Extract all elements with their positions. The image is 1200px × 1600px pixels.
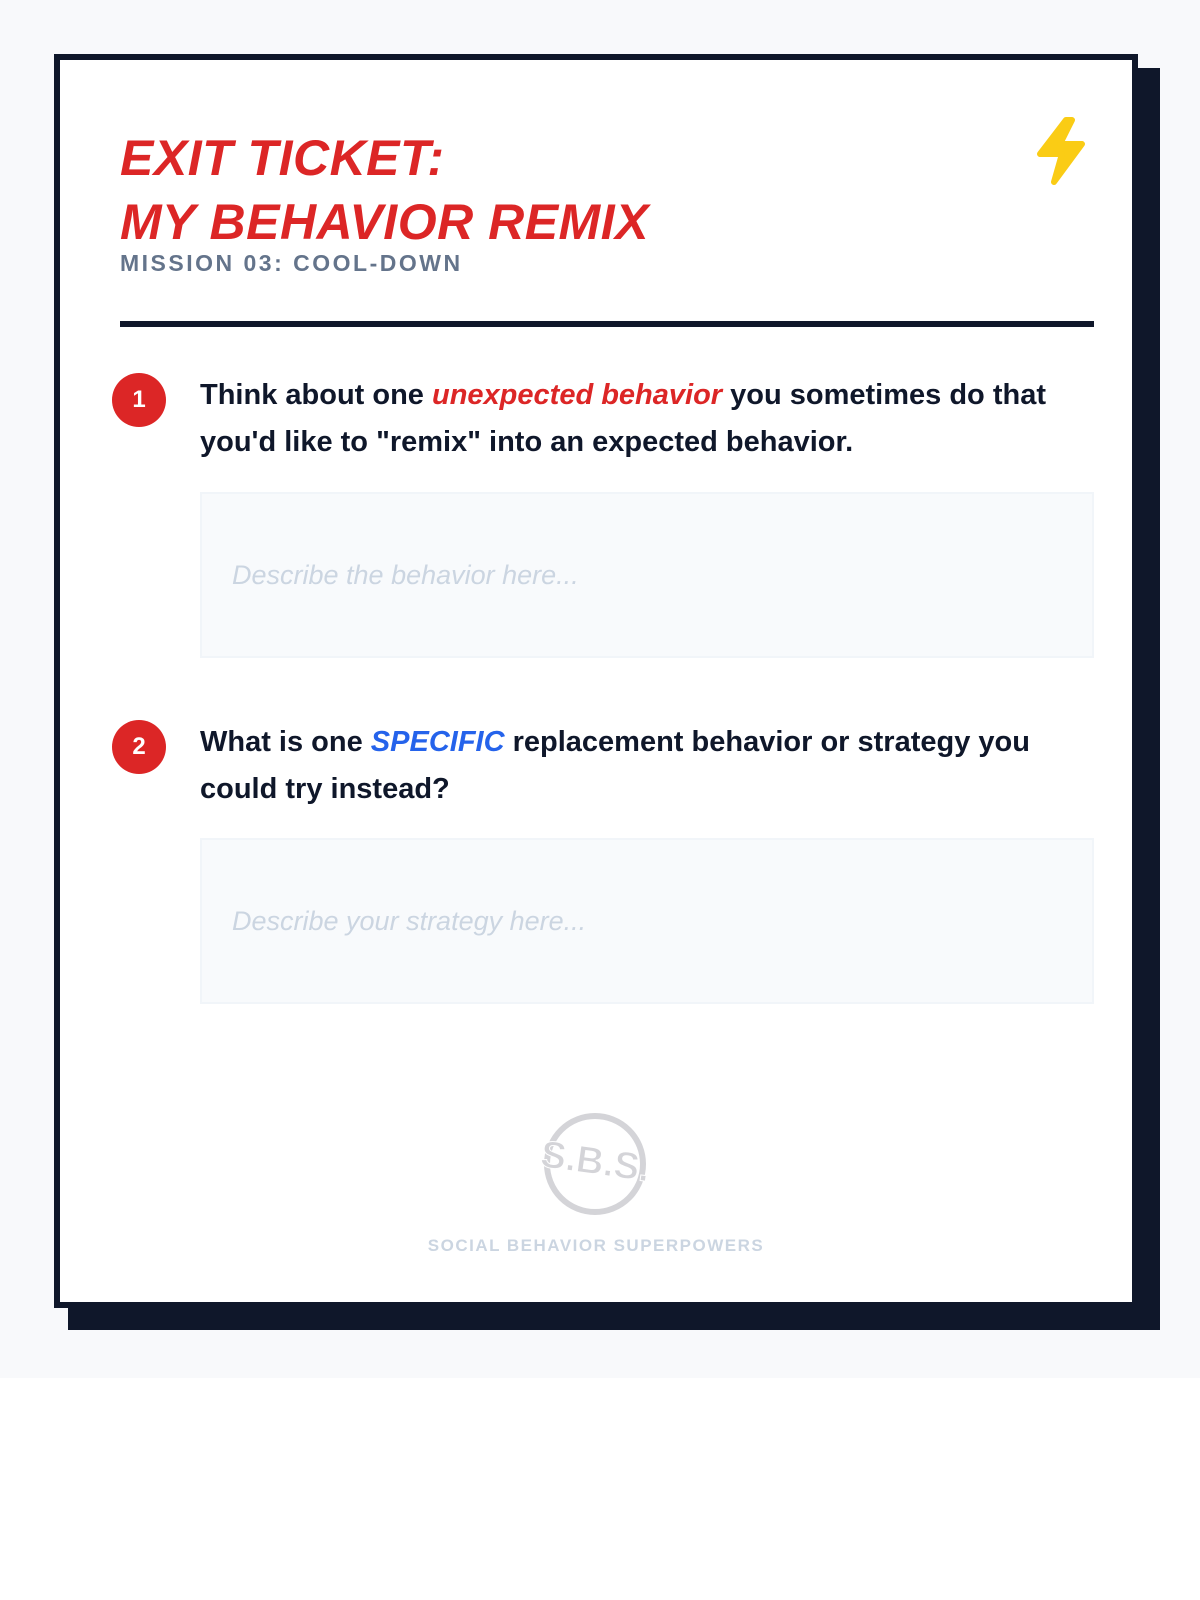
lightning-bolt-icon (1026, 114, 1096, 188)
question-2-emphasis: SPECIFIC (370, 726, 505, 758)
question-1-emphasis: unexpected behavior (432, 379, 723, 411)
question-2-prompt (200, 719, 1100, 813)
question-2-placeholder: Describe your strategy here... (232, 905, 587, 936)
question-1-answer-field[interactable] (200, 492, 1094, 658)
footer-brand-text: SOCIAL BEHAVIOR SUPERPOWERS (427, 1236, 765, 1255)
question-1-number-badge: 1 (112, 373, 166, 427)
ticket-title-line-2: MY BEHAVIOR REMIX (120, 194, 649, 250)
ticket-title-line-1: EXIT TICKET: (120, 130, 445, 186)
sbs-logo (534, 1112, 656, 1222)
question-1-text-end: you sometimes do that you'd like to "remix" into an expected behavior. (200, 379, 1046, 458)
question-2-number-badge: 2 (112, 720, 166, 774)
question-1-prompt (200, 372, 1100, 466)
question-1-placeholder: Describe the behavior here... (232, 559, 579, 590)
sbs-logo-text: S.B.S. (537, 1133, 653, 1191)
question-2-answer-field[interactable] (200, 838, 1094, 1004)
header-divider (120, 321, 1094, 327)
question-2-text-end: replacement behavior or strategy you could try instead? (200, 726, 1030, 805)
exit-ticket-card (54, 54, 1138, 1308)
question-1-text-start: Think about one (200, 379, 432, 411)
ticket-title (120, 126, 649, 254)
mission-subtitle: MISSION 03: COOL-DOWN (120, 250, 463, 276)
question-2-text-start: What is one (200, 726, 371, 758)
